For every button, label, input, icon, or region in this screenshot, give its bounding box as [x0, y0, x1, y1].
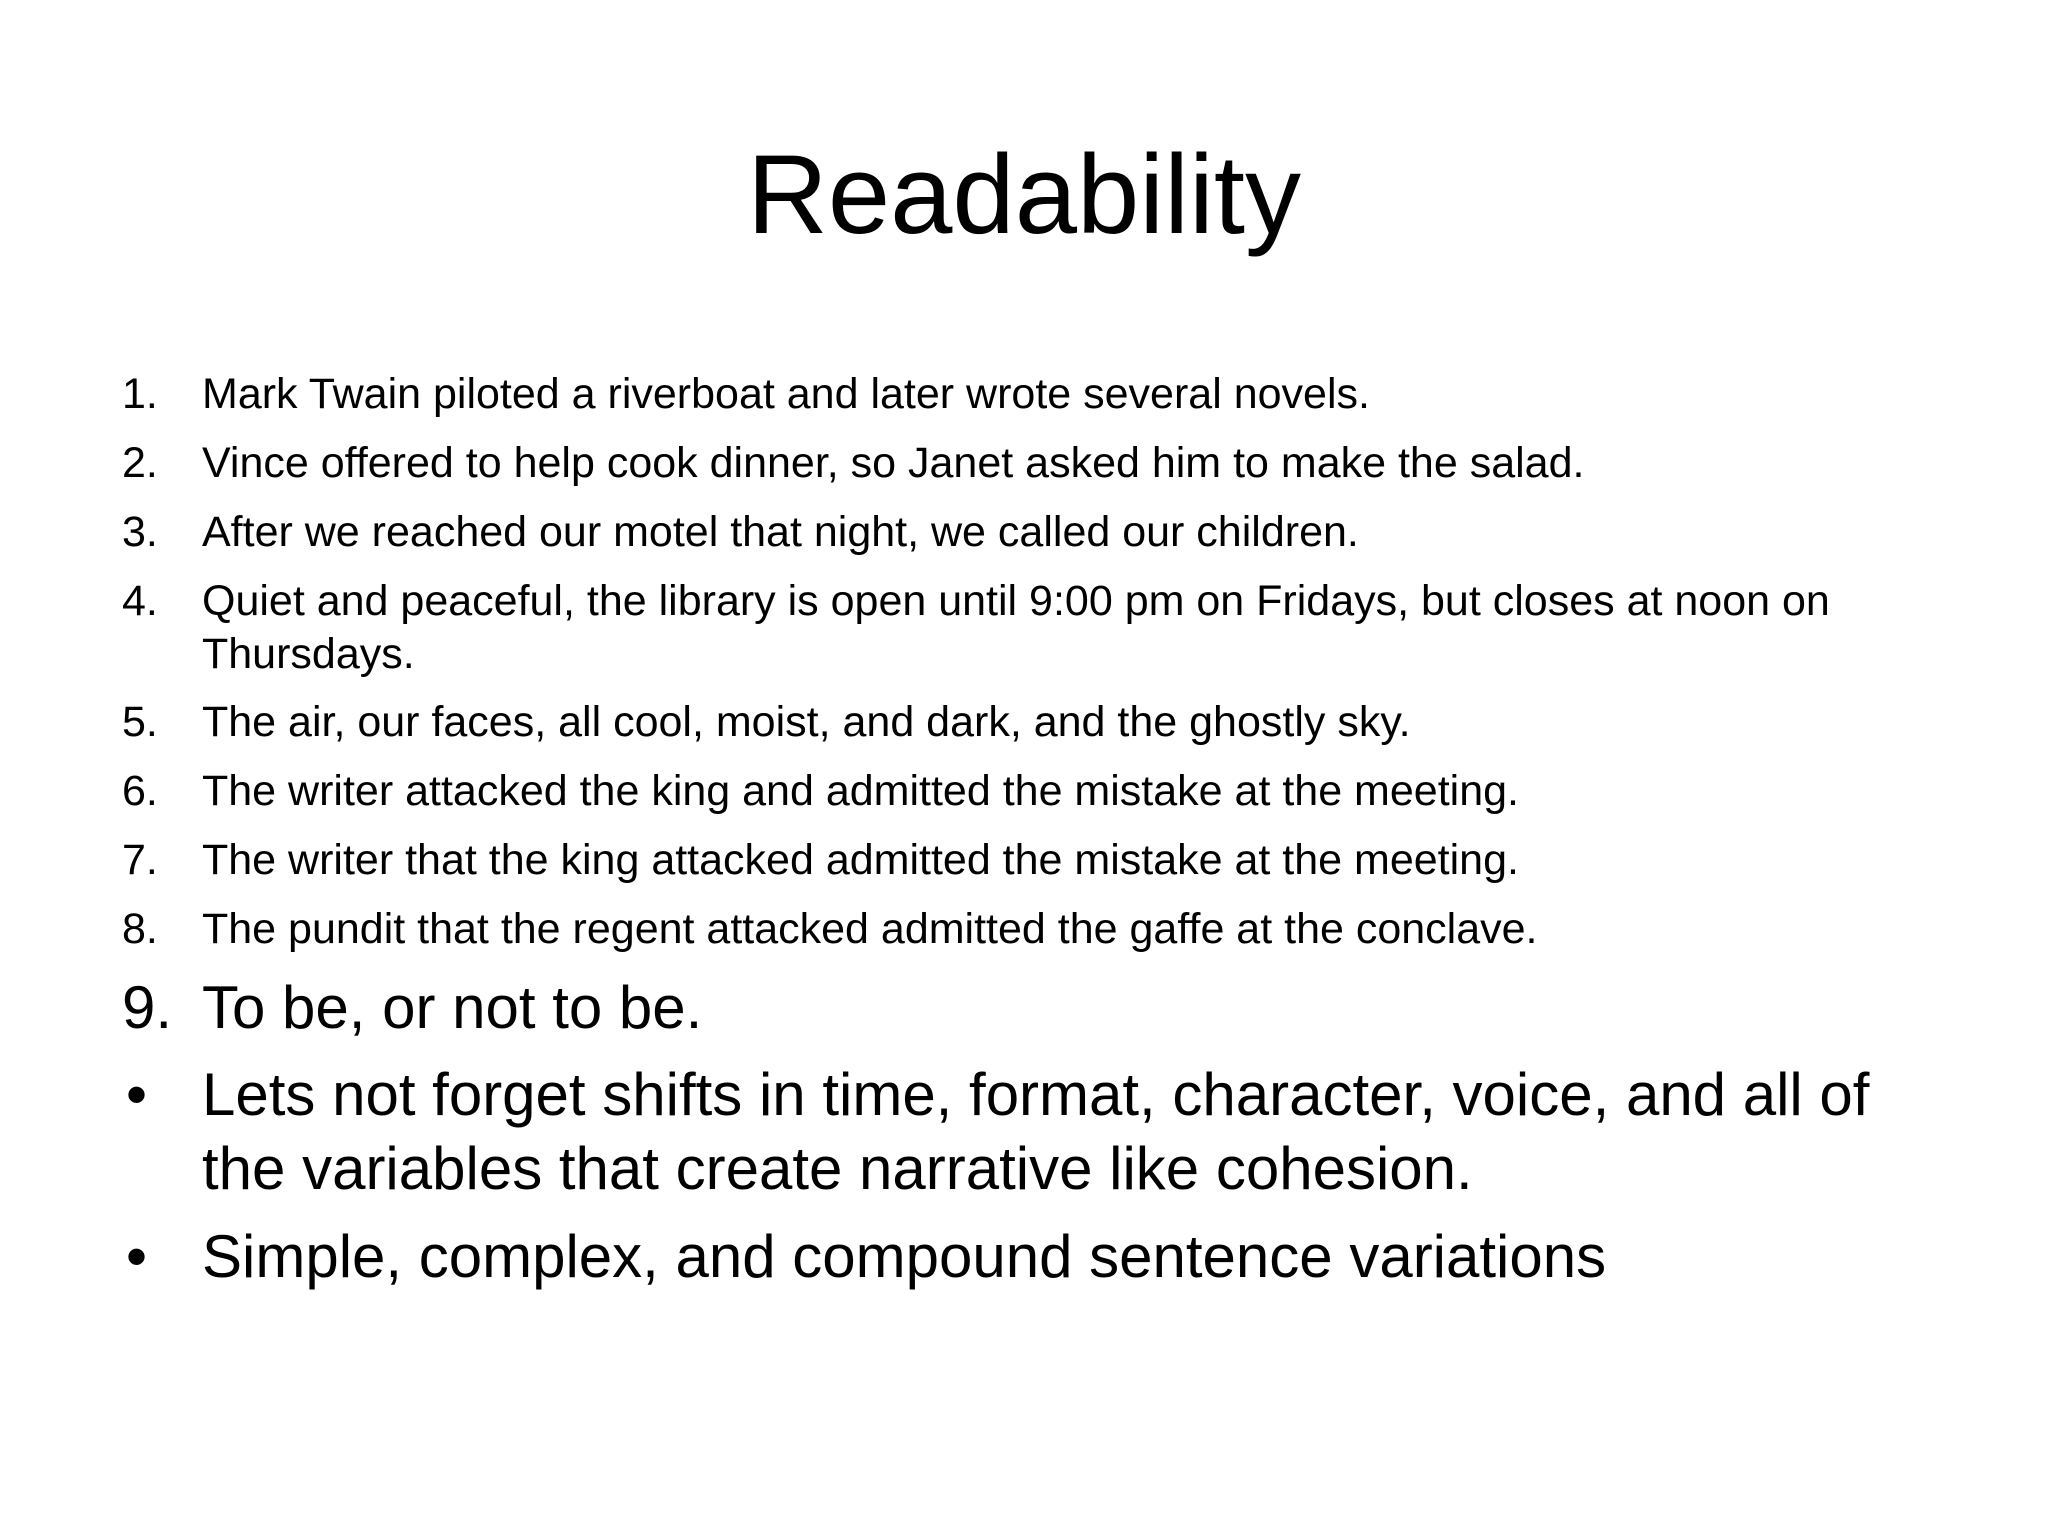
- list-number: 1.: [122, 370, 158, 418]
- bullet-item-text: Simple, complex, and compound sentence variations: [202, 1223, 1607, 1290]
- list-item: [122, 575, 1942, 681]
- bullet-item: [122, 1220, 1942, 1294]
- list-number: 3.: [122, 508, 158, 556]
- list-item-text: Quiet and peaceful, the library is open until 9:00 pm on Fridays, but closes at noon on Thursdays.: [202, 577, 1830, 678]
- list-item-text: To be, or not to be.: [202, 974, 703, 1041]
- list-number: 2.: [122, 439, 158, 487]
- list-item-text: Mark Twain piloted a riverboat and later wrote several novels.: [202, 370, 1370, 418]
- list-item-text: Vince offered to help cook dinner, so Janet asked him to make the salad.: [202, 439, 1585, 487]
- bullet-icon: •: [126, 1061, 148, 1128]
- bullet-item: [122, 1058, 1942, 1206]
- list-item: [122, 368, 1942, 421]
- list-item: [122, 506, 1942, 559]
- list-item-text: The pundit that the regent attacked admitted the gaffe at the conclave.: [202, 905, 1538, 953]
- slide-title: Readability: [746, 132, 1302, 257]
- slide-content: [122, 368, 1942, 1308]
- list-item: [122, 437, 1942, 490]
- bullet-icon: •: [126, 1223, 148, 1290]
- list-item-text: The writer that the king attacked admitted the mistake at the meeting.: [202, 836, 1519, 884]
- list-number: 6.: [122, 767, 158, 815]
- bullet-item-text: Lets not forget shifts in time, format, character, voice, and all of the variables that create narrative like cohesion.: [202, 1061, 1870, 1202]
- list-number: 4.: [122, 577, 158, 625]
- list-number: 9.: [122, 974, 173, 1041]
- list-item: [122, 903, 1942, 956]
- list-item: [122, 972, 1942, 1044]
- list-item-text: The air, our faces, all cool, moist, and dark, and the ghostly sky.: [202, 698, 1411, 746]
- list-item: [122, 834, 1942, 887]
- list-item: [122, 765, 1942, 818]
- list-item-text: The writer attacked the king and admitted the mistake at the meeting.: [202, 767, 1519, 815]
- list-number: 8.: [122, 905, 158, 953]
- list-number: 7.: [122, 836, 158, 884]
- list-item-text: After we reached our motel that night, we called our children.: [202, 508, 1359, 556]
- list-item: [122, 696, 1942, 749]
- list-number: 5.: [122, 698, 158, 746]
